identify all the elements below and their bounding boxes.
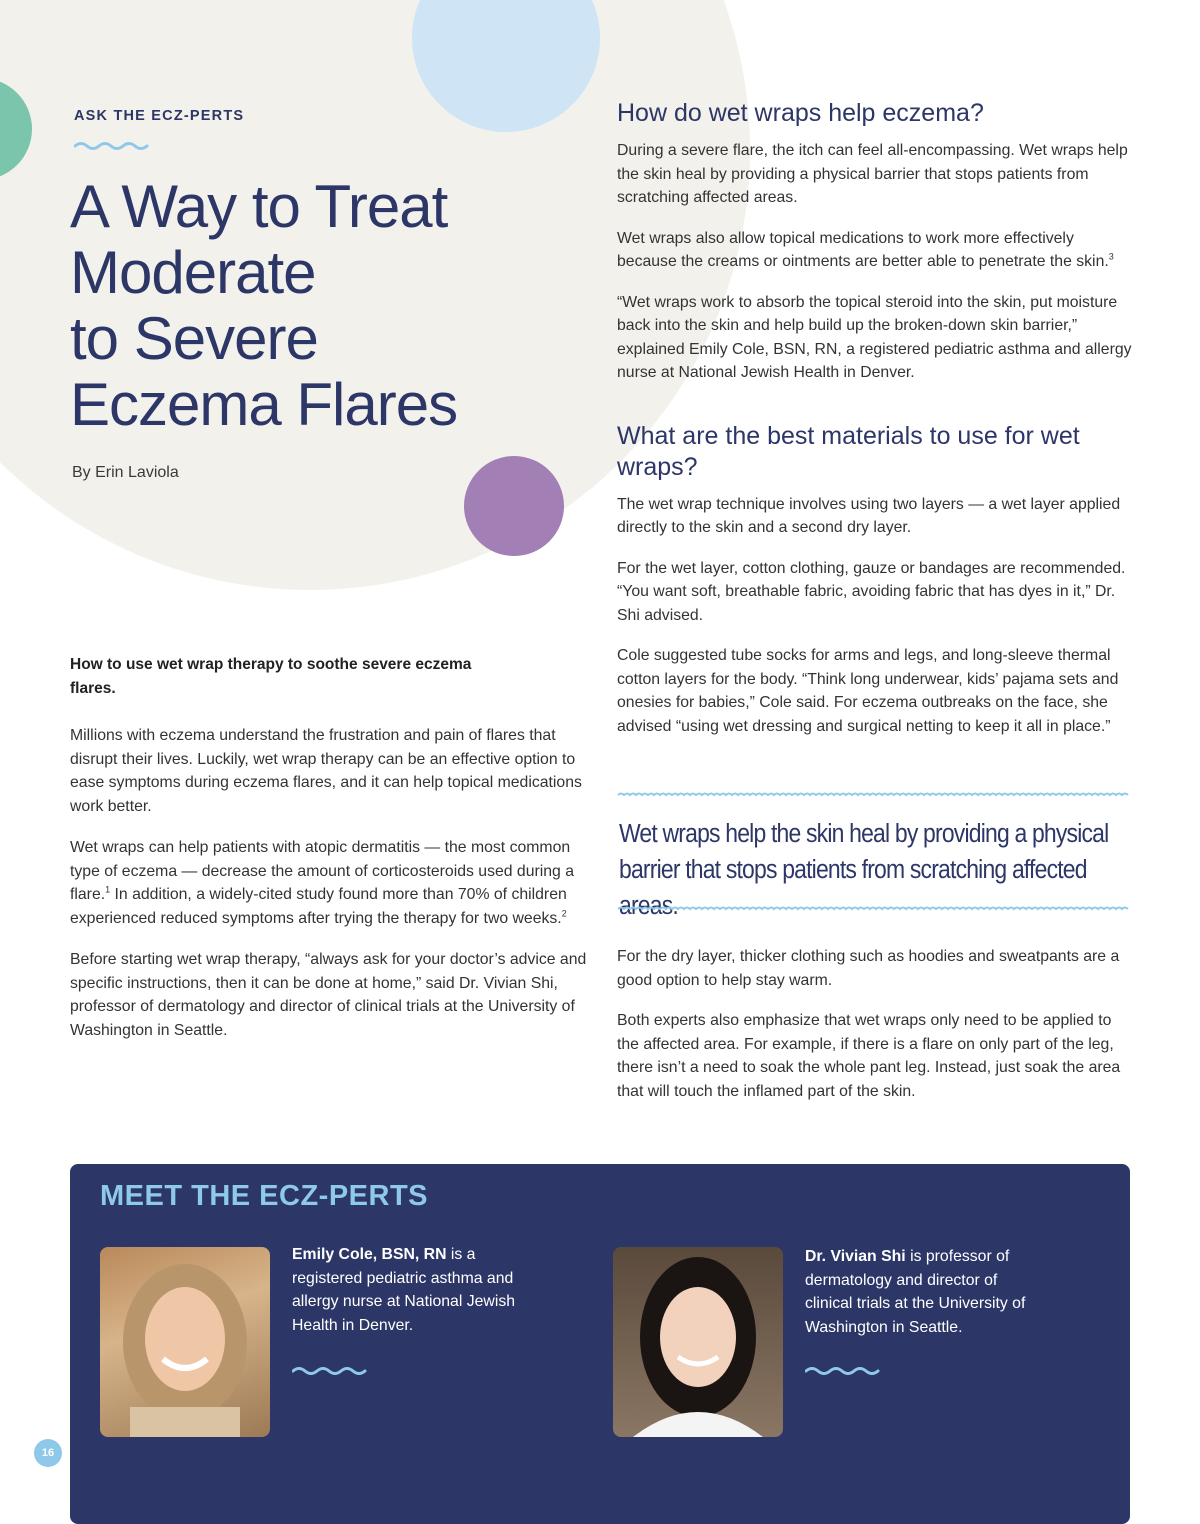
body-paragraph: During a severe flare, the itch can feel all-encompassing. Wet wraps help the skin heal by providing a physical barrier that stops patients from scratching affected areas. [617, 142, 1128, 206]
expert-description: is a registered pediatric asthma and allergy nurse at National Jewish Health in Denver. [292, 1246, 516, 1334]
body-paragraph: Cole suggested tube socks for arms and legs, and long-sleeve thermal cotton layers for the body. “Think long underwear, kids’ pajama sets and onesies for babies,” Cole said. For eczema outbreaks on the face, she advised “using wet dressing and surgical netting to keep it all in place.” [617, 647, 1119, 735]
vivian-shi-photo [613, 1247, 783, 1437]
body-paragraph: “Wet wraps work to absorb the topical steroid into the skin, put moisture back into the skin and help build up the broken-down skin barrier,” explained Emily Cole, BSN, RN, a registered pediatric asthma and allergy nurse at National Jewish Health in Denver. [617, 293, 1132, 381]
body-paragraph [70, 836, 590, 930]
body-paragraph: The wet wrap technique involves using two layers — a wet layer applied directly to the skin and a second dry layer. [617, 495, 1121, 536]
title-line: A Way to Treat [70, 173, 448, 240]
wave-divider-icon [74, 141, 150, 151]
footnote-ref: 1 [105, 884, 111, 895]
body-paragraph [617, 227, 1137, 274]
vivian-shi-bio [805, 1245, 1045, 1339]
pull-quote-top-rule [617, 790, 1130, 800]
section-heading: How do wet wraps help eczema? [617, 99, 984, 127]
left-column [70, 724, 590, 1060]
title-line: to Severe [70, 305, 318, 372]
section-kicker: ASK THE ECZ-PERTS [74, 108, 245, 124]
paragraph-text: In addition, a widely-cited study found more than 70% of children experienced reduced symptoms after trying the therapy for two weeks. [70, 886, 567, 927]
section-heading: What are the best materials to use for wet wraps? [617, 421, 1080, 481]
footnote-ref: 2 [561, 908, 567, 919]
body-paragraph: For the dry layer, thicker clothing such as hoodies and sweatpants are a good option to help stay warm. [617, 948, 1120, 989]
article-title [70, 174, 590, 438]
paragraph-text: Wet wraps also allow topical medications to work more effectively because the creams or ointments are better able to penetrate the skin. [617, 229, 1109, 270]
paragraph-text: Wet wraps can help patients with atopic dermatitis — the most common type of eczema — decrease the amount of corticosteroids used during a flare. [70, 839, 575, 903]
emily-cole-bio [292, 1243, 532, 1337]
body-paragraph: Millions with eczema understand the frustration and pain of flares that disrupt their lives. Luckily, wet wrap therapy can be an effective option to ease symptoms during eczema flares, and it can help topical medications work better. [70, 727, 582, 815]
right-column [617, 98, 1137, 755]
wave-divider-icon [292, 1366, 370, 1376]
wave-divider-icon [805, 1366, 883, 1376]
expert-name: Emily Cole, BSN, RN [292, 1246, 447, 1263]
expert-description: is professor of dermatology and director of clinical trials at the University of Washington in Seattle. [805, 1248, 1026, 1336]
footnote-ref: 3 [1108, 251, 1114, 262]
body-paragraph: Before starting wet wrap therapy, “always ask for your doctor’s advice and specific instructions, then it can be done at home,” said Dr. Vivian Shi, professor of dermatology and director of clinical trials at the University of Washington in Seattle. [70, 951, 587, 1039]
page-number: 16 [34, 1439, 62, 1467]
right-column-continued [617, 945, 1137, 1120]
pull-quote: Wet wraps help the skin heal by providing a physical barrier that stops patients from scratching affected areas. [619, 820, 1109, 920]
pull-quote-bottom-rule [617, 904, 1130, 914]
experts-heading: MEET THE ECZ-PERTS [100, 1180, 429, 1212]
purple-decor-circle [464, 456, 564, 556]
expert-name: Dr. Vivian Shi [805, 1248, 906, 1265]
emily-cole-photo [100, 1247, 270, 1437]
article-dek: How to use wet wrap therapy to soothe severe eczema flares. [70, 656, 472, 697]
body-paragraph: For the wet layer, cotton clothing, gauze or bandages are recommended. “You want soft, breathable fabric, avoiding fabric that has dyes in it,” Dr. Shi advised. [617, 559, 1126, 624]
body-paragraph: Both experts also emphasize that wet wraps only need to be applied to the affected area. For example, if there is a flare on only part of the leg, there isn’t a need to soak the whole pant leg. Instead, just soak the area that will touch the inflamed part of the skin. [617, 1012, 1121, 1100]
byline: By Erin Laviola [72, 464, 179, 481]
title-line: Moderate [70, 239, 316, 306]
title-line: Eczema Flares [70, 371, 458, 438]
